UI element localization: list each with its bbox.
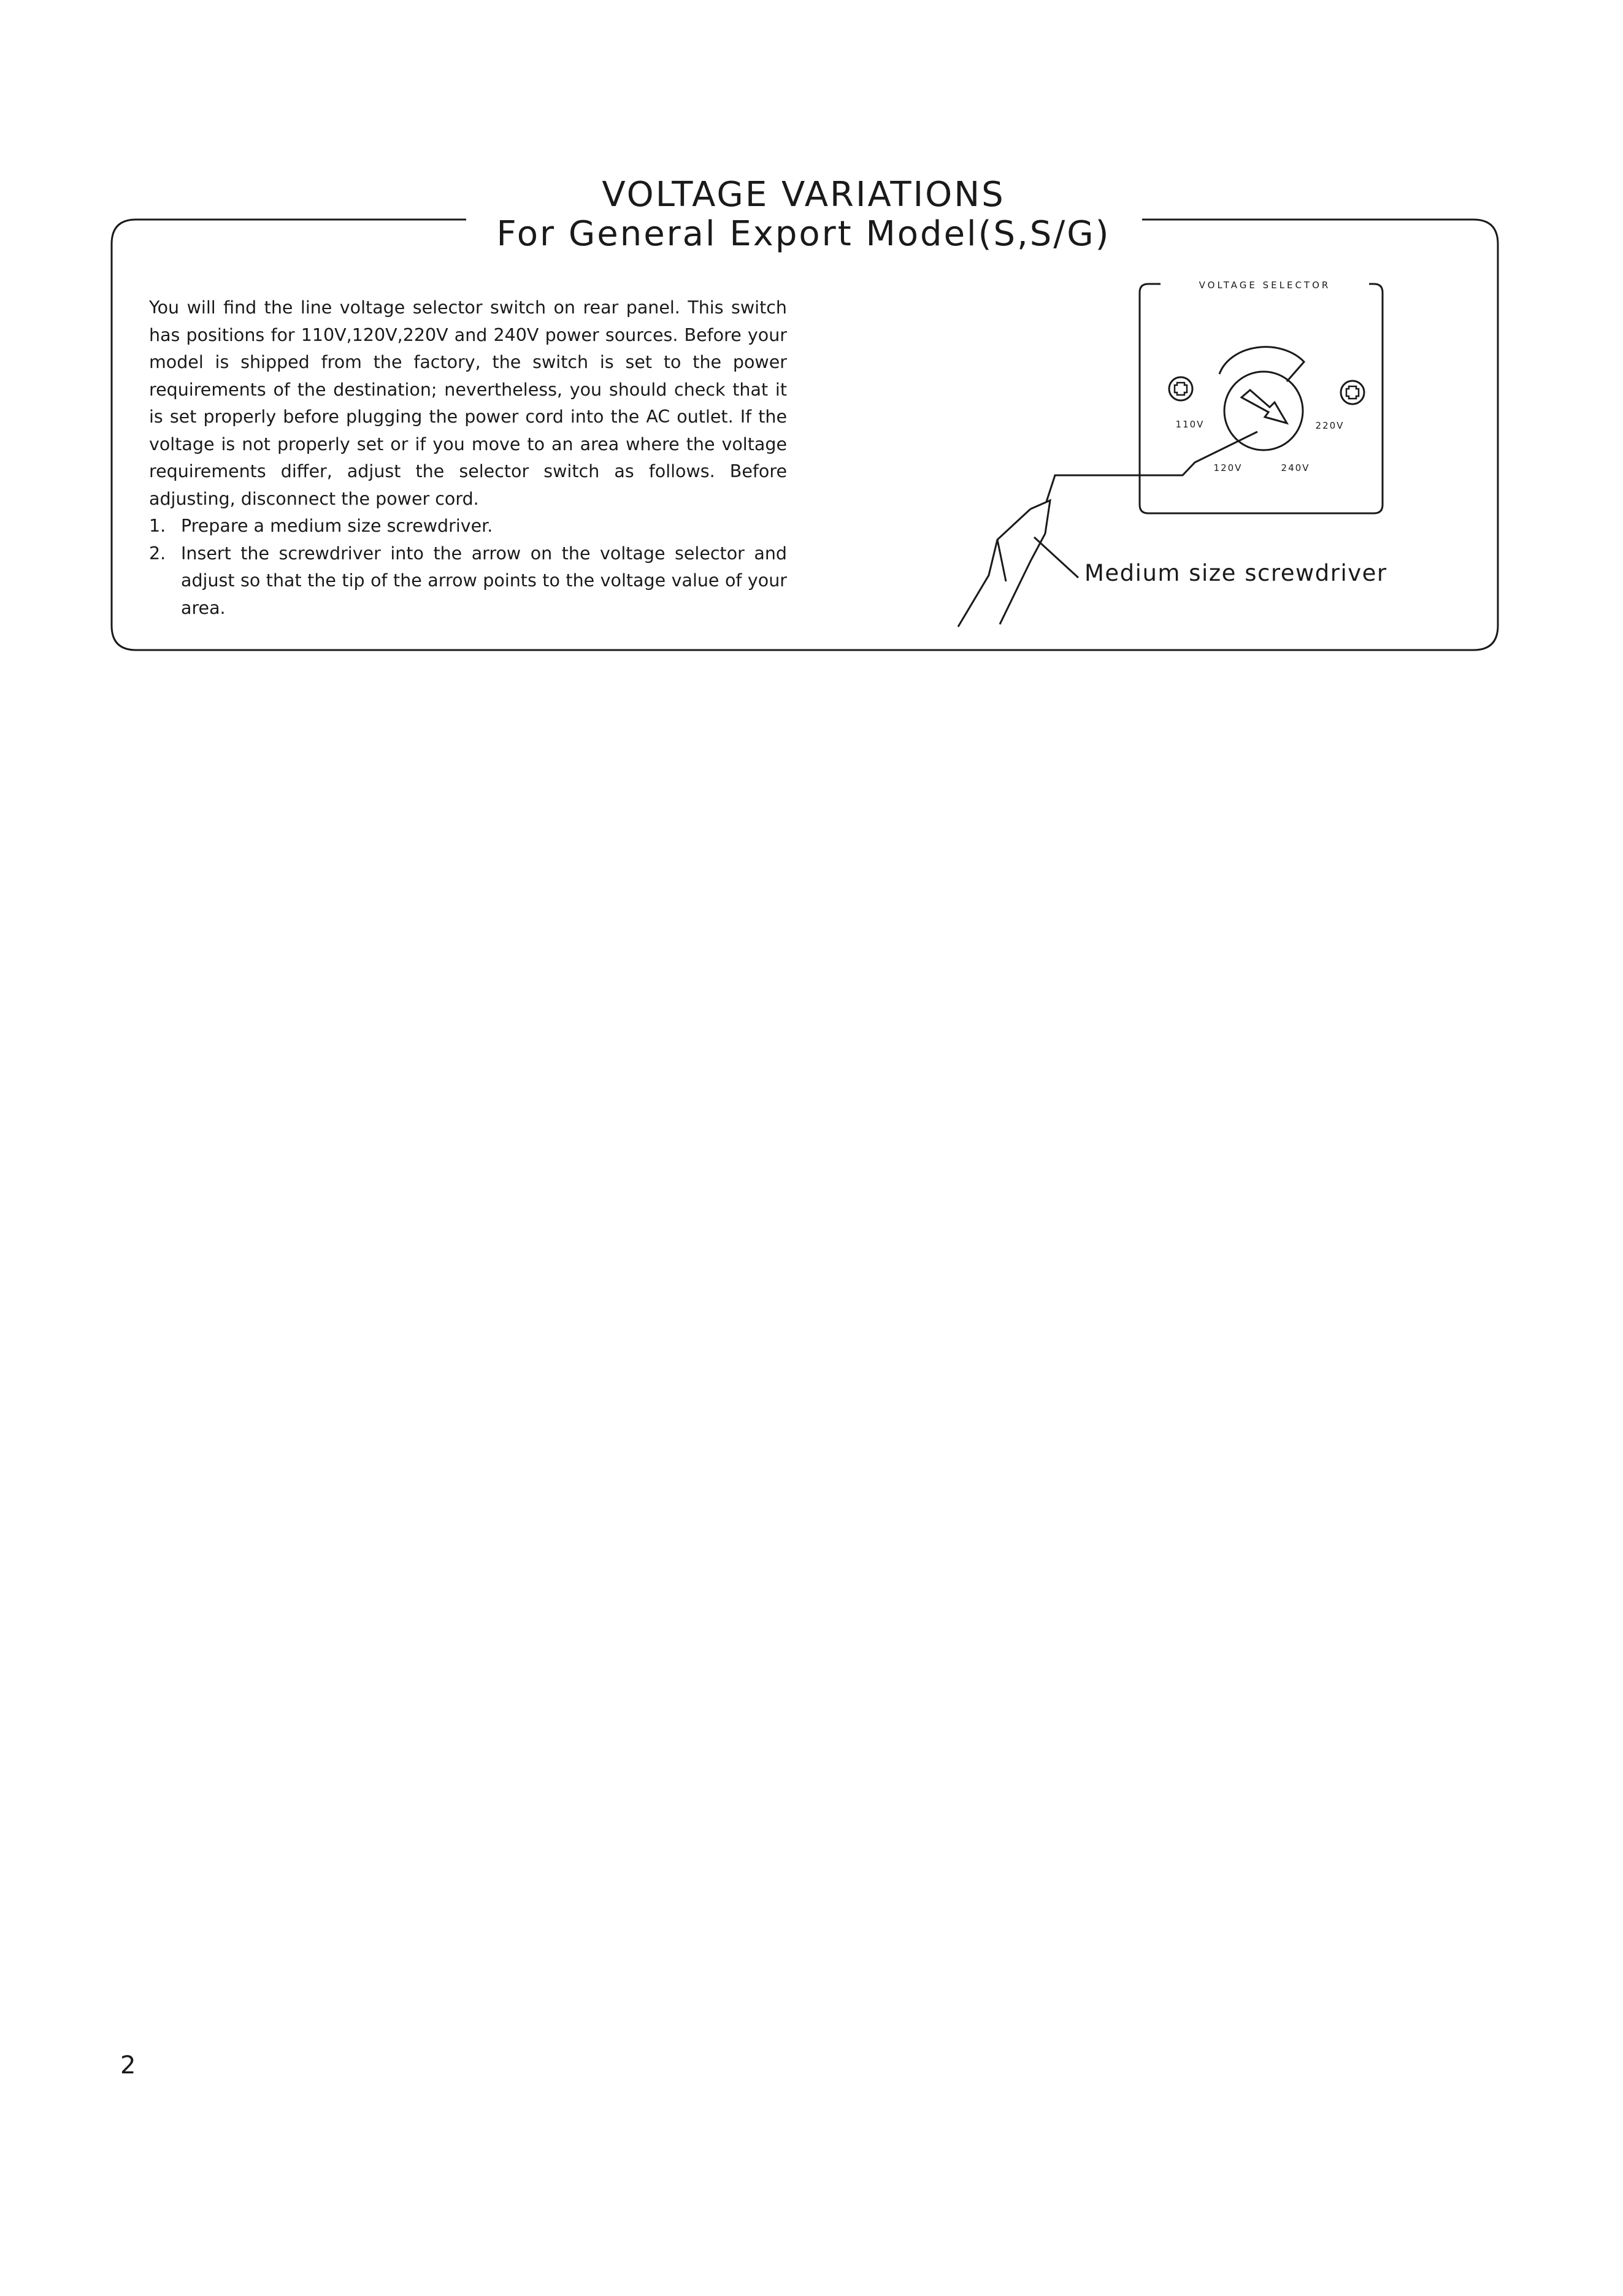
step-number: 1.	[149, 516, 166, 536]
page-number: 2	[120, 2051, 136, 2080]
position-label: 120V	[1213, 462, 1243, 473]
position-label: 240V	[1281, 462, 1310, 473]
instructions	[149, 294, 787, 622]
step-text: Insert the screwdriver into the arrow on the voltage selector and adjust so that the tip of the arrow points to the voltage value of your area.	[181, 543, 787, 618]
step-item	[149, 540, 787, 622]
step-number: 2.	[149, 543, 166, 564]
section-heading	[466, 175, 1141, 254]
intro-paragraph: You will find the line voltage selector switch on rear panel. This switch has positions for 110V,120V,220V and 240V power sources. Before your model is shipped from the factory, the switch is set to the power requirements of the destination; nevertheless, you should check that it is set properly before plugging the power cord into the AC outlet. If the voltage is not properly set or if you move to an area where the voltage requirements differ, adjust the selector switch as follows. Before adjusting, disconnect the power cord.	[149, 297, 787, 509]
step-text: Prepare a medium size screwdriver.	[181, 516, 493, 536]
page-title: VOLTAGE VARIATIONS	[602, 175, 1005, 215]
position-label: 220V	[1315, 420, 1345, 431]
panel-label: VOLTAGE SELECTOR	[1199, 280, 1331, 291]
tool-label: Medium size screwdriver	[1084, 560, 1387, 586]
position-label: 110V	[1175, 419, 1205, 430]
step-item	[149, 513, 787, 540]
page-subtitle: For General Export Model(S,S/G)	[496, 214, 1111, 254]
